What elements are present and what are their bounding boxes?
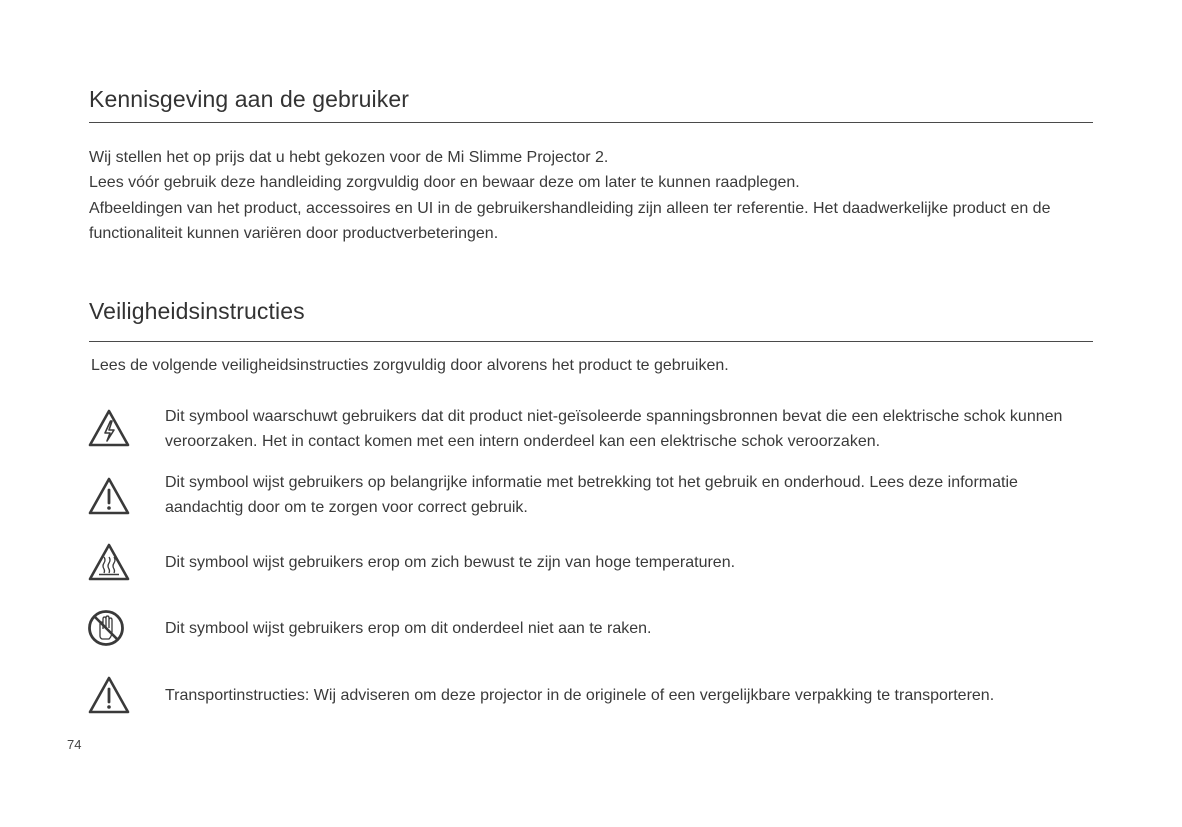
do-not-touch-icon <box>87 608 131 648</box>
safety-item-text: Dit symbool wijst gebruikers erop om zich bewust te zijn van hoge temperaturen. <box>165 554 736 571</box>
electric-shock-warning-icon <box>87 408 131 448</box>
transport-warning-icon <box>87 675 131 715</box>
safety-divider <box>89 341 1093 342</box>
notice-divider <box>89 122 1093 123</box>
page-number: 74 <box>67 737 82 752</box>
hot-surface-warning-icon <box>87 542 131 582</box>
notice-line: Afbeeldingen van het product, accessoires en UI in de gebruikershandleiding zijn alleen ter referentie. Het daadwerkelijke product en de functionaliteit kunnen variëren door productverbeteringen. <box>89 199 1051 242</box>
caution-warning-icon <box>87 476 131 516</box>
notice-line: Wij stellen het op prijs dat u hebt gekozen voor de Mi Slimme Projector 2. <box>89 149 609 166</box>
safety-title: Veiligheidsinstructies <box>89 298 305 324</box>
notice-line: Lees vóór gebruik deze handleiding zorgvuldig door en bewaar deze om later te kunnen raadplegen. <box>89 174 800 192</box>
safety-item-text: Dit symbool wijst gebruikers erop om dit onderdeel niet aan te raken. <box>165 620 652 637</box>
safety-item-text: Dit symbool wijst gebruikers op belangrijke informatie met betrekking tot het gebruik en onderhoud. Lees deze informatie aandachtig door om te zorgen voor correct gebruik. <box>165 474 1018 517</box>
safety-item-text: Transportinstructies: Wij adviseren om deze projector in de originele of een vergelijkbare verpakking te transporteren. <box>165 687 995 704</box>
safety-intro: Lees de volgende veiligheidsinstructies zorgvuldig door alvorens het product te gebruiken. <box>91 357 729 374</box>
notice-title: Kennisgeving aan de gebruiker <box>89 86 410 112</box>
notice-body <box>89 145 1099 246</box>
safety-item-text: Dit symbool waarschuwt gebruikers dat dit product niet-geïsoleerde spanningsbronnen bevat die een elektrische schok kunnen veroorzaken. Het in contact komen met een intern onderdeel kan een elektrische schok veroorzaken. <box>165 408 1063 451</box>
